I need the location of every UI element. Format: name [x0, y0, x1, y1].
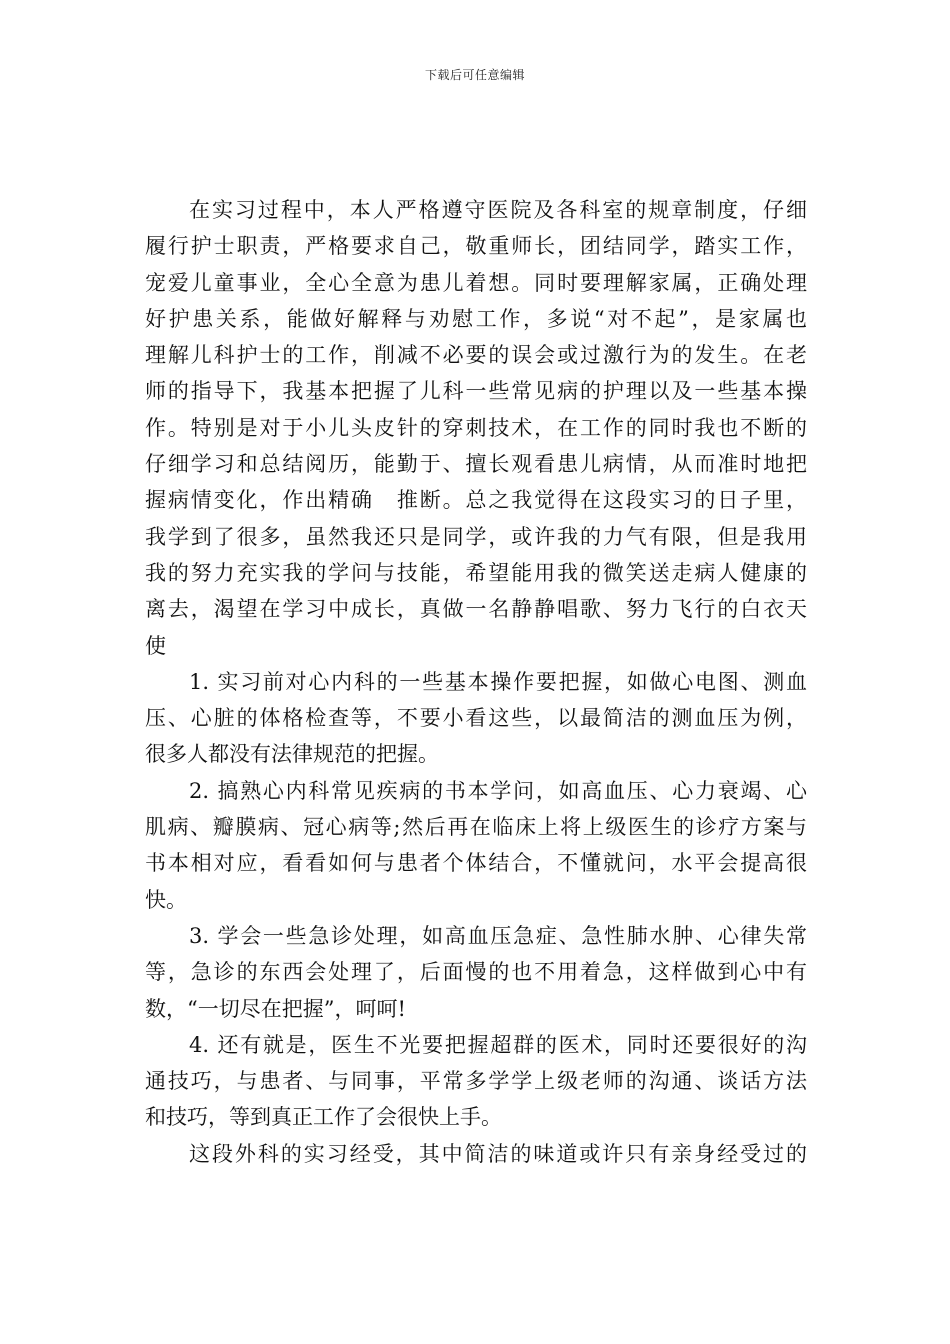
text-line: 4. 还有就是，医生不光要把握超群的医术，同时还要很好的沟 — [189, 1032, 807, 1057]
text-line: 很多人都没有法律规范的把握。 — [145, 742, 439, 767]
text-line: 数，“一切尽在把握”，呵呵! — [145, 996, 406, 1021]
text-line: 1. 实习前对心内科的一些基本操作要把握，如做心电图、测血 — [189, 669, 807, 694]
text-line: 肌病、瓣膜病、冠心病等;然后再在临床上将上级医生的诊疗方案与 — [145, 815, 807, 840]
document-body — [145, 192, 807, 1172]
text-line: 压、心脏的体格检查等，不要小看这些，以最简洁的测血压为例， — [145, 706, 807, 731]
text-line: 等，急诊的东西会处理了，后面慢的也不用着急，这样做到心中有 — [145, 960, 807, 985]
text-line: 使 — [145, 633, 166, 658]
text-line: 仔细学习和总结阅历，能勤于、擅长观看患儿病情，从而准时地把 — [145, 452, 807, 477]
text-line: 理解儿科护士的工作，削减不必要的误会或过激行为的发生。在老 — [145, 343, 807, 368]
text-line: 在实习过程中，本人严格遵守医院及各科室的规章制度，仔细 — [189, 198, 807, 222]
text-line: 作。特别是对于小儿头皮针的穿刺技术，在工作的同时我也不断的 — [145, 415, 807, 440]
text-line: 3. 学会一些急诊处理，如高血压急症、急性肺水肿、心律失常 — [189, 923, 807, 948]
text-line: 这段外科的实习经受，其中简洁的味道或许只有亲身经受过的 — [189, 1141, 807, 1166]
text-line: 握病情变化，作出精确 推断。总之我觉得在这段实习的日子里， — [145, 488, 807, 513]
text-line: 书本相对应，看看如何与患者个体结合，不懂就问，水平会提高很 — [145, 851, 807, 876]
text-line: 通技巧，与患者、与同事，平常多学学上级老师的沟通、谈话方法 — [145, 1069, 807, 1094]
header-note: 下载后可任意编辑 — [424, 68, 525, 82]
text-line: 离去，渴望在学习中成长，真做一名静静唱歌、努力飞行的白衣天 — [145, 597, 807, 622]
text-line: 我学到了很多，虽然我还只是同学，或许我的力气有限，但是我用 — [145, 524, 807, 549]
text-line: 宠爱儿童事业，全心全意为患儿着想。同时要理解家属，正确处理 — [145, 270, 807, 295]
text-line: 快。 — [145, 887, 187, 912]
text-line: 我的努力充实我的学问与技能，希望能用我的微笑送走病人健康的 — [145, 560, 807, 585]
text-line: 履行护士职责，严格要求自己，敬重师长，团结同学，踏实工作， — [145, 234, 807, 259]
text-line: 好护患关系，能做好解释与劝慰工作，多说“对不起”，是家属也 — [145, 306, 807, 331]
text-line: 和技巧，等到真正工作了会很快上手。 — [145, 1105, 502, 1130]
text-line: 师的指导下，我基本把握了儿科一些常见病的护理以及一些基本操 — [145, 379, 807, 404]
text-line: 2. 搞熟心内科常见疾病的书本学问，如高血压、心力衰竭、心 — [189, 778, 807, 803]
